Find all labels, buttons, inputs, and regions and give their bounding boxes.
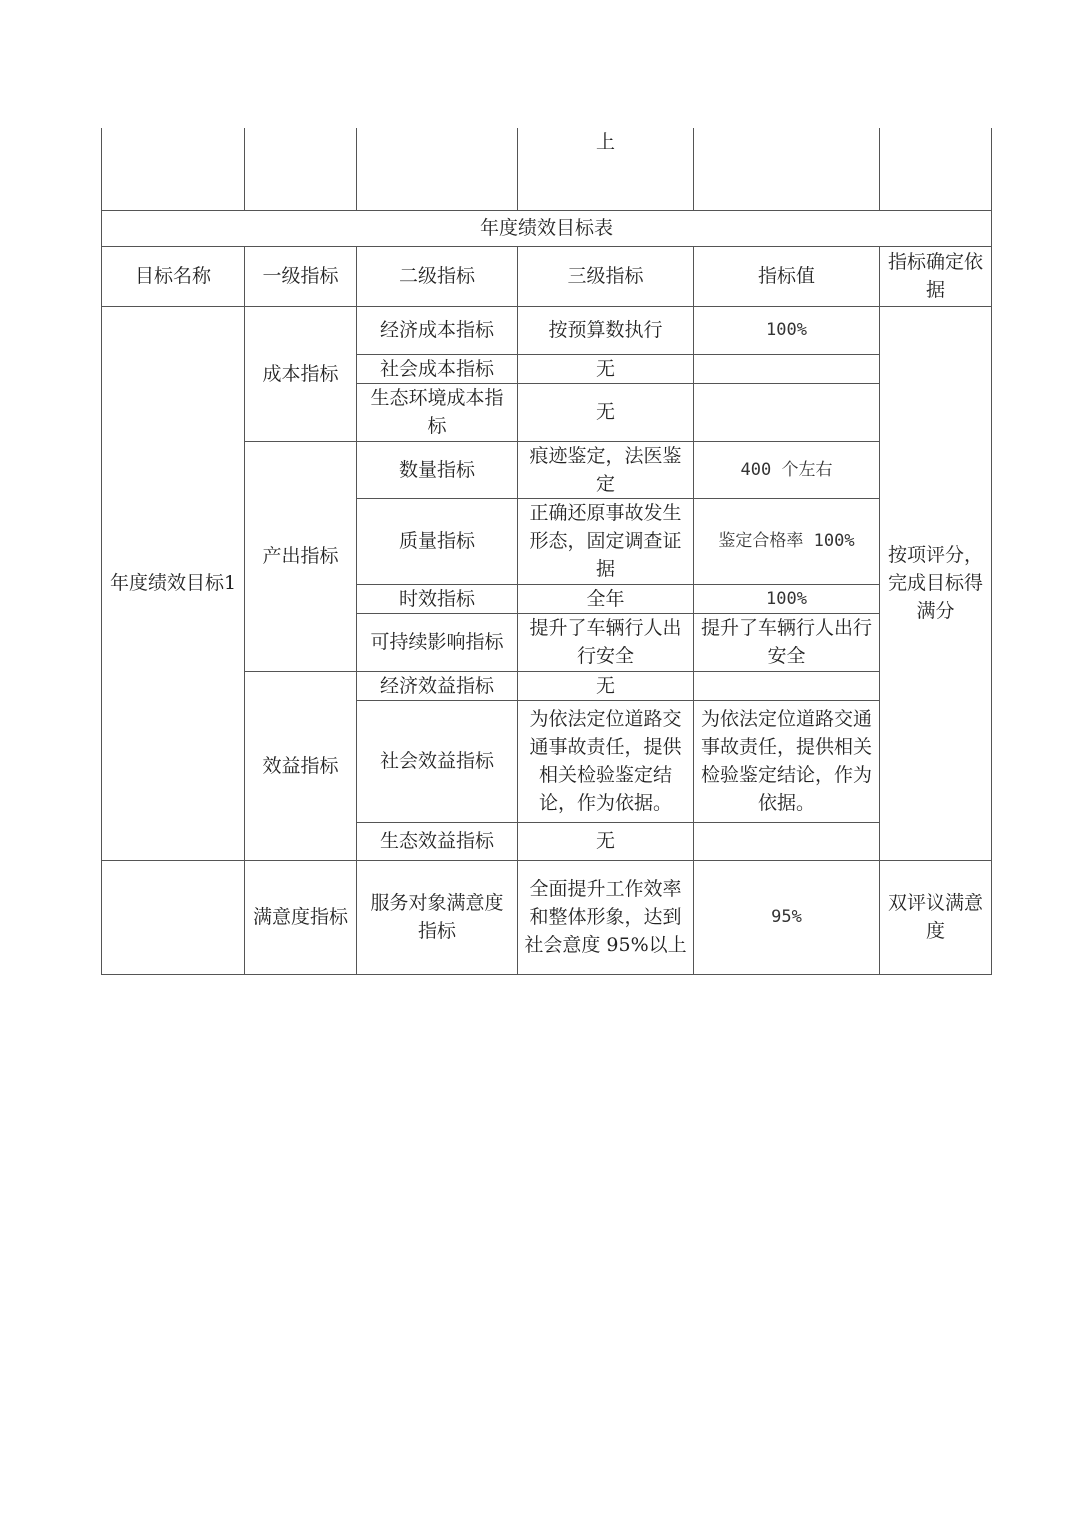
continued-cell-2 (245, 128, 357, 210)
level1-benefit: 效益指标 (245, 671, 357, 860)
header-value: 指标值 (694, 246, 880, 306)
performance-goal-table (101, 128, 992, 975)
table-row (102, 860, 992, 974)
header-level1: 一级指标 (245, 246, 357, 306)
header-level2: 二级指标 (357, 246, 518, 306)
level3-cell: 无 (518, 354, 694, 383)
table-title-row (102, 210, 992, 246)
header-basis: 指标确定依据 (880, 246, 992, 306)
level3-cell: 无 (518, 822, 694, 860)
table-row (102, 306, 992, 354)
level3-cell: 无 (518, 383, 694, 441)
value-cell (694, 354, 880, 383)
header-level3: 三级指标 (518, 246, 694, 306)
level2-cell: 质量指标 (357, 498, 518, 584)
performance-table-page (101, 128, 991, 975)
header-row (102, 246, 992, 306)
value-cell: 100% (694, 306, 880, 354)
basis-main-cell: 按项评分，完成目标得满分 (880, 306, 992, 860)
level2-cell: 可持续影响指标 (357, 613, 518, 671)
value-cell: 400 个左右 (694, 441, 880, 498)
level2-cell: 服务对象满意度指标 (357, 860, 518, 974)
level2-cell: 社会成本指标 (357, 354, 518, 383)
level2-cell: 社会效益指标 (357, 700, 518, 822)
header-goal-name: 目标名称 (102, 246, 245, 306)
value-cell: 100% (694, 584, 880, 613)
level3-cell: 痕迹鉴定，法医鉴定 (518, 441, 694, 498)
basis-satisfaction-cell: 双评议满意度 (880, 860, 992, 974)
level3-cell: 提升了车辆行人出行安全 (518, 613, 694, 671)
goal-name-cell: 年度绩效目标1 (102, 306, 245, 860)
continued-cell-1 (102, 128, 245, 210)
level3-cell: 全面提升工作效率和整体形象，达到社会意度 95%以上 (518, 860, 694, 974)
value-cell: 95% (694, 860, 880, 974)
continued-cell-3 (357, 128, 518, 210)
value-cell: 为依法定位道路交通事故责任，提供相关检验鉴定结论，作为依据。 (694, 700, 880, 822)
level2-cell: 经济效益指标 (357, 671, 518, 700)
value-cell: 鉴定合格率 100% (694, 498, 880, 584)
continued-cell-4: 上 (518, 128, 694, 210)
continued-cell-5 (694, 128, 880, 210)
level2-cell: 时效指标 (357, 584, 518, 613)
value-cell (694, 671, 880, 700)
continued-cell-6 (880, 128, 992, 210)
level3-cell: 无 (518, 671, 694, 700)
level1-output: 产出指标 (245, 441, 357, 671)
continued-row (102, 128, 992, 210)
value-cell: 提升了车辆行人出行安全 (694, 613, 880, 671)
level2-cell: 生态效益指标 (357, 822, 518, 860)
table-title: 年度绩效目标表 (102, 210, 992, 246)
level1-satisfaction: 满意度指标 (245, 860, 357, 974)
level2-cell: 经济成本指标 (357, 306, 518, 354)
level3-cell: 按预算数执行 (518, 306, 694, 354)
level3-cell: 全年 (518, 584, 694, 613)
level1-cost: 成本指标 (245, 306, 357, 441)
value-cell (694, 383, 880, 441)
level3-cell: 正确还原事故发生形态，固定调查证据 (518, 498, 694, 584)
level2-cell: 生态环境成本指标 (357, 383, 518, 441)
value-cell (694, 822, 880, 860)
goal-name-empty-cell (102, 860, 245, 974)
level2-cell: 数量指标 (357, 441, 518, 498)
level3-cell: 为依法定位道路交通事故责任，提供相关检验鉴定结论，作为依据。 (518, 700, 694, 822)
